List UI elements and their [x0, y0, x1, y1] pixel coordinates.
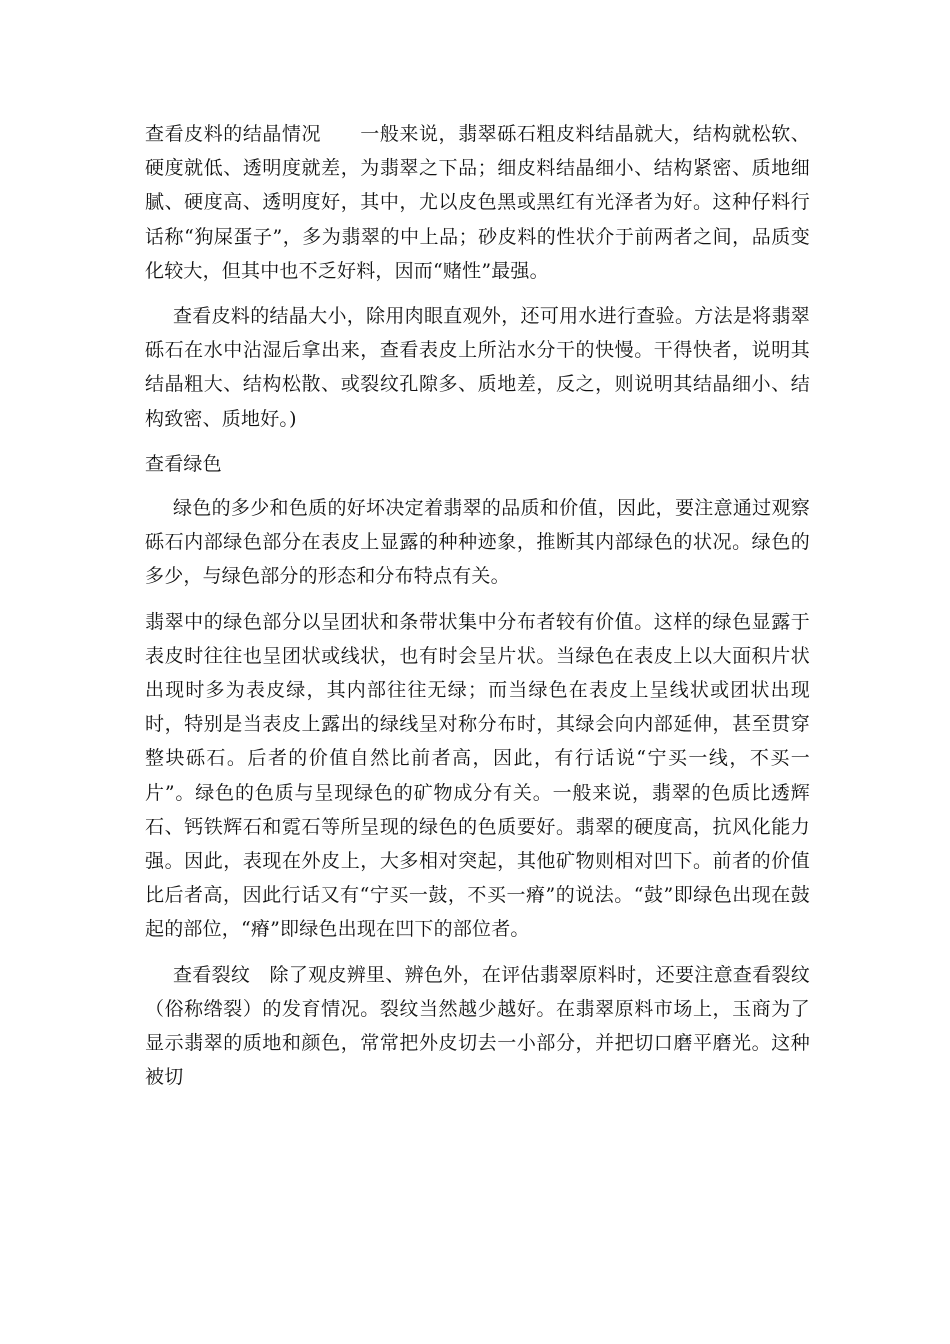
document-body [145, 117, 810, 1105]
paragraph-water-test: 查看皮料的结晶大小，除用肉眼直观外，还可用水进行查验。方法是将翡翠砾石在水中沾湿后拿出来，查看表皮上所沾水分干的快慢。干得快者，说明其结晶粗大、结构松散、或裂纹孔隙多、质地差，反之，则说明其结晶细小、结构致密、质地好。) [145, 305, 810, 430]
paragraph-skin-crystal: 查看皮料的结晶情况 一般来说，翡翠砾石粗皮料结晶就大，结构就松软、硬度就低、透明度就差，为翡翠之下品；细皮料结晶细小、结构紧密、质地细腻、硬度高、透明度好，其中，尤以皮色黑或黑红有光泽者为好。这种仔料行话称“狗屎蛋子”，多为翡翠的中上品；砂皮料的性状介于前两者之间，品质变化较大，但其中也不乏好料，因而“赌性”最强。 [145, 123, 810, 282]
paragraph-heading-green: 查看绿色 [145, 452, 222, 475]
paragraph-green-amount: 绿色的多少和色质的好坏决定着翡翠的品质和价值，因此，要注意通过观察砾石内部绿色部分在表皮上显露的种种迹象，推断其内部绿色的状况。绿色的多少，与绿色部分的形态和分布特点有关。 [145, 497, 810, 588]
paragraph-cracks: 查看裂纹 除了观皮辨里、辨色外，在评估翡翠原料时，还要注意查看裂纹（俗称绺裂）的发育情况。裂纹当然越少越好。在翡翠原料市场上，玉商为了显示翡翠的质地和颜色，常常把外皮切去一小部分，并把切口磨平磨光。这种被切 [145, 963, 810, 1089]
paragraph-green-distribution: 翡翠中的绿色部分以呈团状和条带状集中分布者较有价值。这样的绿色显露于表皮时往往也呈团状或线状，也有时会呈片状。当绿色在表皮上以大面积片状出现时多为表皮绿，其内部往往无绿；而当绿色在表皮上呈线状或团状出现时，特别是当表皮上露出的绿线呈对称分布时，其绿会向内部延伸，甚至贯穿整块砾石。后者的价值自然比前者高，因此，有行话说“宁买一线，不买一片”。绿色的色质与呈现绿色的矿物成分有关。一般来说，翡翠的色质比透辉石、钙铁辉石和霓石等所呈现的绿色的色质要好。翡翠的硬度高，抗风化能力强。因此，表现在外皮上，大多相对突起，其他矿物则相对凹下。前者的价值比后者高，因此行话又有“宁买一鼓，不买一瘠”的说法。“鼓”即绿色出现在鼓起的部位，“瘠”即绿色出现在凹下的部位者。 [145, 610, 810, 941]
